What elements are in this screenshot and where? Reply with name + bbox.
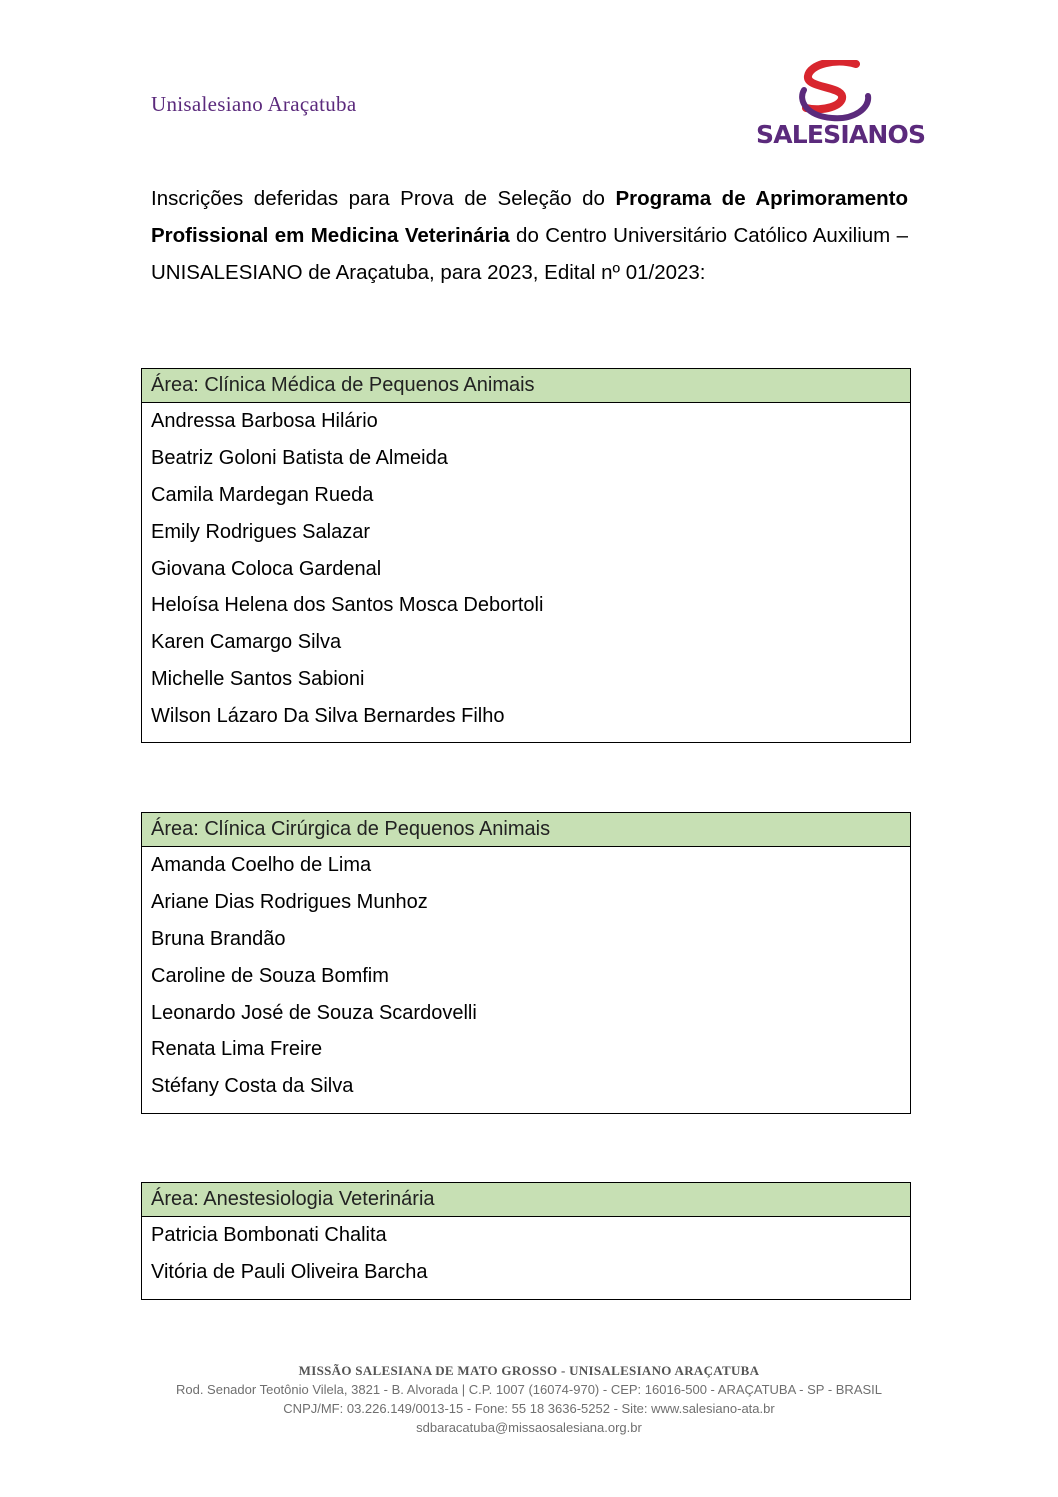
intro-program-name: Programa de Aprimoramento Profissional em Medicina Veterinária: [151, 187, 908, 247]
footer-address: Rod. Senador Teotônio Vilela, 3821 - B. Alvorada | C.P. 1007 (16074-970) - CEP: 16016-500 - ARAÇATUBA - SP - BRASIL: [175, 1382, 883, 1397]
footer-contact: CNPJ/MF: 03.226.149/0013-15 - Fone: 55 18 3636-5252 - Site: www.salesiano-ata.br: [283, 1401, 775, 1416]
candidate-name: Leonardo José de Souza Scardovelli: [151, 1001, 477, 1024]
intro-paragraph: [151, 180, 908, 291]
candidate-name: Ariane Dias Rodrigues Munhoz: [151, 891, 428, 914]
candidate-name: Giovana Coloca Gardenal: [151, 557, 382, 580]
candidate-name: Camila Mardegan Rueda: [151, 483, 374, 506]
candidate-name: Andressa Barbosa Hilário: [151, 410, 378, 433]
area-title: Área: Clínica Médica de Pequenos Animais: [142, 369, 911, 403]
candidate-name: Michelle Santos Sabioni: [151, 667, 365, 690]
candidate-name: Emily Rodrigues Salazar: [151, 520, 370, 543]
area-title: Área: Clínica Cirúrgica de Pequenos Animais: [142, 813, 911, 847]
candidate-name: Karen Camargo Silva: [151, 631, 342, 654]
candidate-name: Vitória de Pauli Oliveira Barcha: [151, 1261, 428, 1284]
footer-email: sdbaracatuba@missaosalesiana.org.br: [416, 1420, 642, 1435]
footer-institution: MISSÃO SALESIANA DE MATO GROSSO - UNISALESIANO ARAÇATUBA: [298, 1363, 760, 1378]
area-table-clinica-cirurgica: [141, 812, 911, 1114]
logo-wordmark: SALESIANOS: [756, 120, 926, 149]
area-title: Área: Anestesiologia Veterinária: [142, 1183, 911, 1217]
institution-name: Unisalesiano Araçatuba: [151, 92, 357, 116]
candidate-name: Wilson Lázaro Da Silva Bernardes Filho: [151, 704, 505, 727]
candidate-name: Bruna Brandão: [151, 927, 286, 950]
area-table-anestesiologia: [141, 1182, 911, 1300]
salesianos-logo: [756, 60, 926, 152]
candidate-name: Heloísa Helena dos Santos Mosca Debortoli: [151, 594, 544, 617]
candidate-name: Beatriz Goloni Batista de Almeida: [151, 447, 448, 470]
candidate-name: Amanda Coelho de Lima: [151, 854, 372, 877]
candidate-name: Patricia Bombonati Chalita: [151, 1224, 387, 1247]
candidate-name: Caroline de Souza Bomfim: [151, 964, 389, 987]
page-footer: [100, 1361, 958, 1437]
candidate-name: Renata Lima Freire: [151, 1038, 323, 1061]
intro-text-1: Inscrições deferidas para Prova de Seleção do: [151, 187, 616, 210]
intro-text-2: do Centro Universitário Católico Auxilium – UNISALESIANO de Araçatuba, para 2023, Edital nº 01/2023:: [151, 224, 909, 284]
area-table-clinica-medica: [141, 368, 911, 743]
salesianos-s-icon: [796, 60, 872, 122]
candidate-name: Stéfany Costa da Silva: [151, 1075, 354, 1098]
